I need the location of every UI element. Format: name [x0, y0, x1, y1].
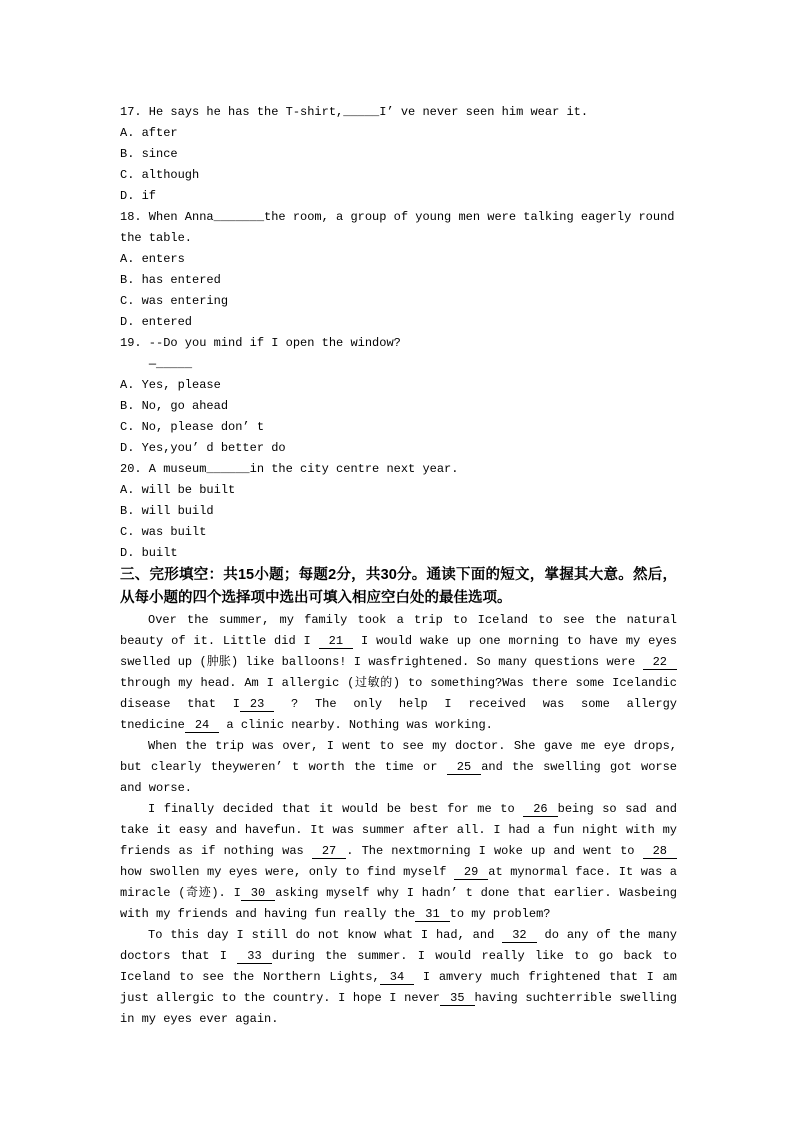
cloze-passage [120, 610, 677, 1030]
question-option: B. No, go ahead [120, 399, 229, 413]
passage-text: ? The only help I received was some allergy tnedicine [120, 697, 677, 732]
cloze-blank: 35 [440, 991, 474, 1006]
cloze-blank: 25 [447, 760, 481, 775]
question-option: C. was entering [120, 294, 229, 308]
passage-text: at mynormal face. It was a miracle (奇迹). I [120, 865, 677, 900]
question-option: B. since [120, 147, 178, 161]
passage-text: having suchterrible swelling in my eyes ever again. [120, 991, 677, 1026]
cloze-blank: 29 [454, 865, 488, 880]
cloze-blank: 21 [319, 634, 353, 649]
question-option: B. has entered [120, 273, 221, 287]
question-option: C. was built [120, 525, 207, 539]
passage-text: do any of the many doctors that I [120, 928, 678, 963]
question-block [120, 333, 677, 459]
cloze-blank: 28 [643, 844, 677, 859]
passage-text: how swollen my eyes were, only to find myself [120, 865, 454, 879]
passage-paragraph [120, 736, 677, 799]
cloze-blank: 33 [237, 949, 271, 964]
cloze-blank: 34 [380, 970, 414, 985]
passage-text: I would wake up one morning to have my eyes swelled up (肿胀) like balloons! I wasfrightened. So many questions were [120, 634, 677, 669]
question-option: A. after [120, 126, 178, 140]
question-stem: 20. A museum______in the city centre next year. [120, 462, 459, 476]
question-option: D. if [120, 189, 157, 203]
cloze-blank: 27 [312, 844, 346, 859]
passage-paragraph [120, 925, 677, 1030]
passage-text: To this day I still do not know what I had, and [148, 928, 503, 942]
question-stem: 18. When Anna_______the room, a group of young men were talking eagerly round the table. [120, 210, 682, 245]
cloze-blank: 24 [185, 718, 219, 733]
question-option: C. No, please don’ t [120, 420, 265, 434]
page-content [120, 102, 682, 1030]
passage-text: during the summer. I would really like to go back to Iceland to see the Northern Lights, [120, 949, 677, 984]
cloze-blank: 30 [241, 886, 275, 901]
cloze-section-header: 三、完形填空：共15小题；每题2分，共30分。通读下面的短文，掌握其大意。然后，从每小题的四个选择项中选出可填入相应空白处的最佳选项。 [120, 567, 677, 606]
question-block [120, 102, 677, 207]
passage-text: When the trip was over, I went to see my doctor. She gave me eye drops, but clearly theyweren’ t worth the time or [120, 739, 677, 774]
question-stem: —_____ [120, 357, 193, 371]
question-option: D. entered [120, 315, 193, 329]
question-stem: 17. He says he has the T-shirt,_____I’ ve never seen him wear it. [120, 105, 589, 119]
passage-paragraph [120, 799, 677, 925]
question-option: D. built [120, 546, 178, 560]
passage-text: to my problem? [449, 907, 551, 921]
cloze-blank: 23 [240, 697, 274, 712]
passage-text: I finally decided that it would be best for me to [148, 802, 524, 816]
question-option: A. enters [120, 252, 185, 266]
passage-text: and the swelling got worse and worse. [120, 760, 678, 795]
cloze-blank: 32 [502, 928, 536, 943]
passage-text: asking myself why I hadn’ t done that earlier. Wasbeing with my friends and having fun really the [120, 886, 677, 921]
question-option: B. will build [120, 504, 214, 518]
cloze-blank: 26 [523, 802, 557, 817]
passage-text: Over the summer, my family took a trip to Iceland to see the natural beauty of it. Little did I [120, 613, 677, 648]
question-option: D. Yes,you’ d better do [120, 441, 286, 455]
question-stem: 19. --Do you mind if I open the window? [120, 336, 401, 350]
passage-text: a clinic nearby. Nothing was working. [219, 718, 493, 732]
passage-text: through my head. Am I allergic (过敏的) to something?Was there some Icelandic disease that I [120, 676, 677, 711]
question-option: C. although [120, 168, 200, 182]
question-list [120, 102, 682, 564]
question-option: A. Yes, please [120, 378, 221, 392]
cloze-blank: 31 [415, 907, 449, 922]
passage-paragraph [120, 610, 677, 736]
passage-text: . The nextmorning I woke up and went to [346, 844, 643, 858]
question-option: A. will be built [120, 483, 236, 497]
question-block [120, 207, 682, 333]
cloze-blank: 22 [643, 655, 677, 670]
passage-text: I amvery much frightened that I am just allergic to the country. I hope I never [120, 970, 677, 1005]
question-block [120, 459, 677, 564]
passage-text: being so sad and take it easy and havefun. It was summer after all. I had a fun night with my friends as if nothing was [120, 802, 677, 858]
